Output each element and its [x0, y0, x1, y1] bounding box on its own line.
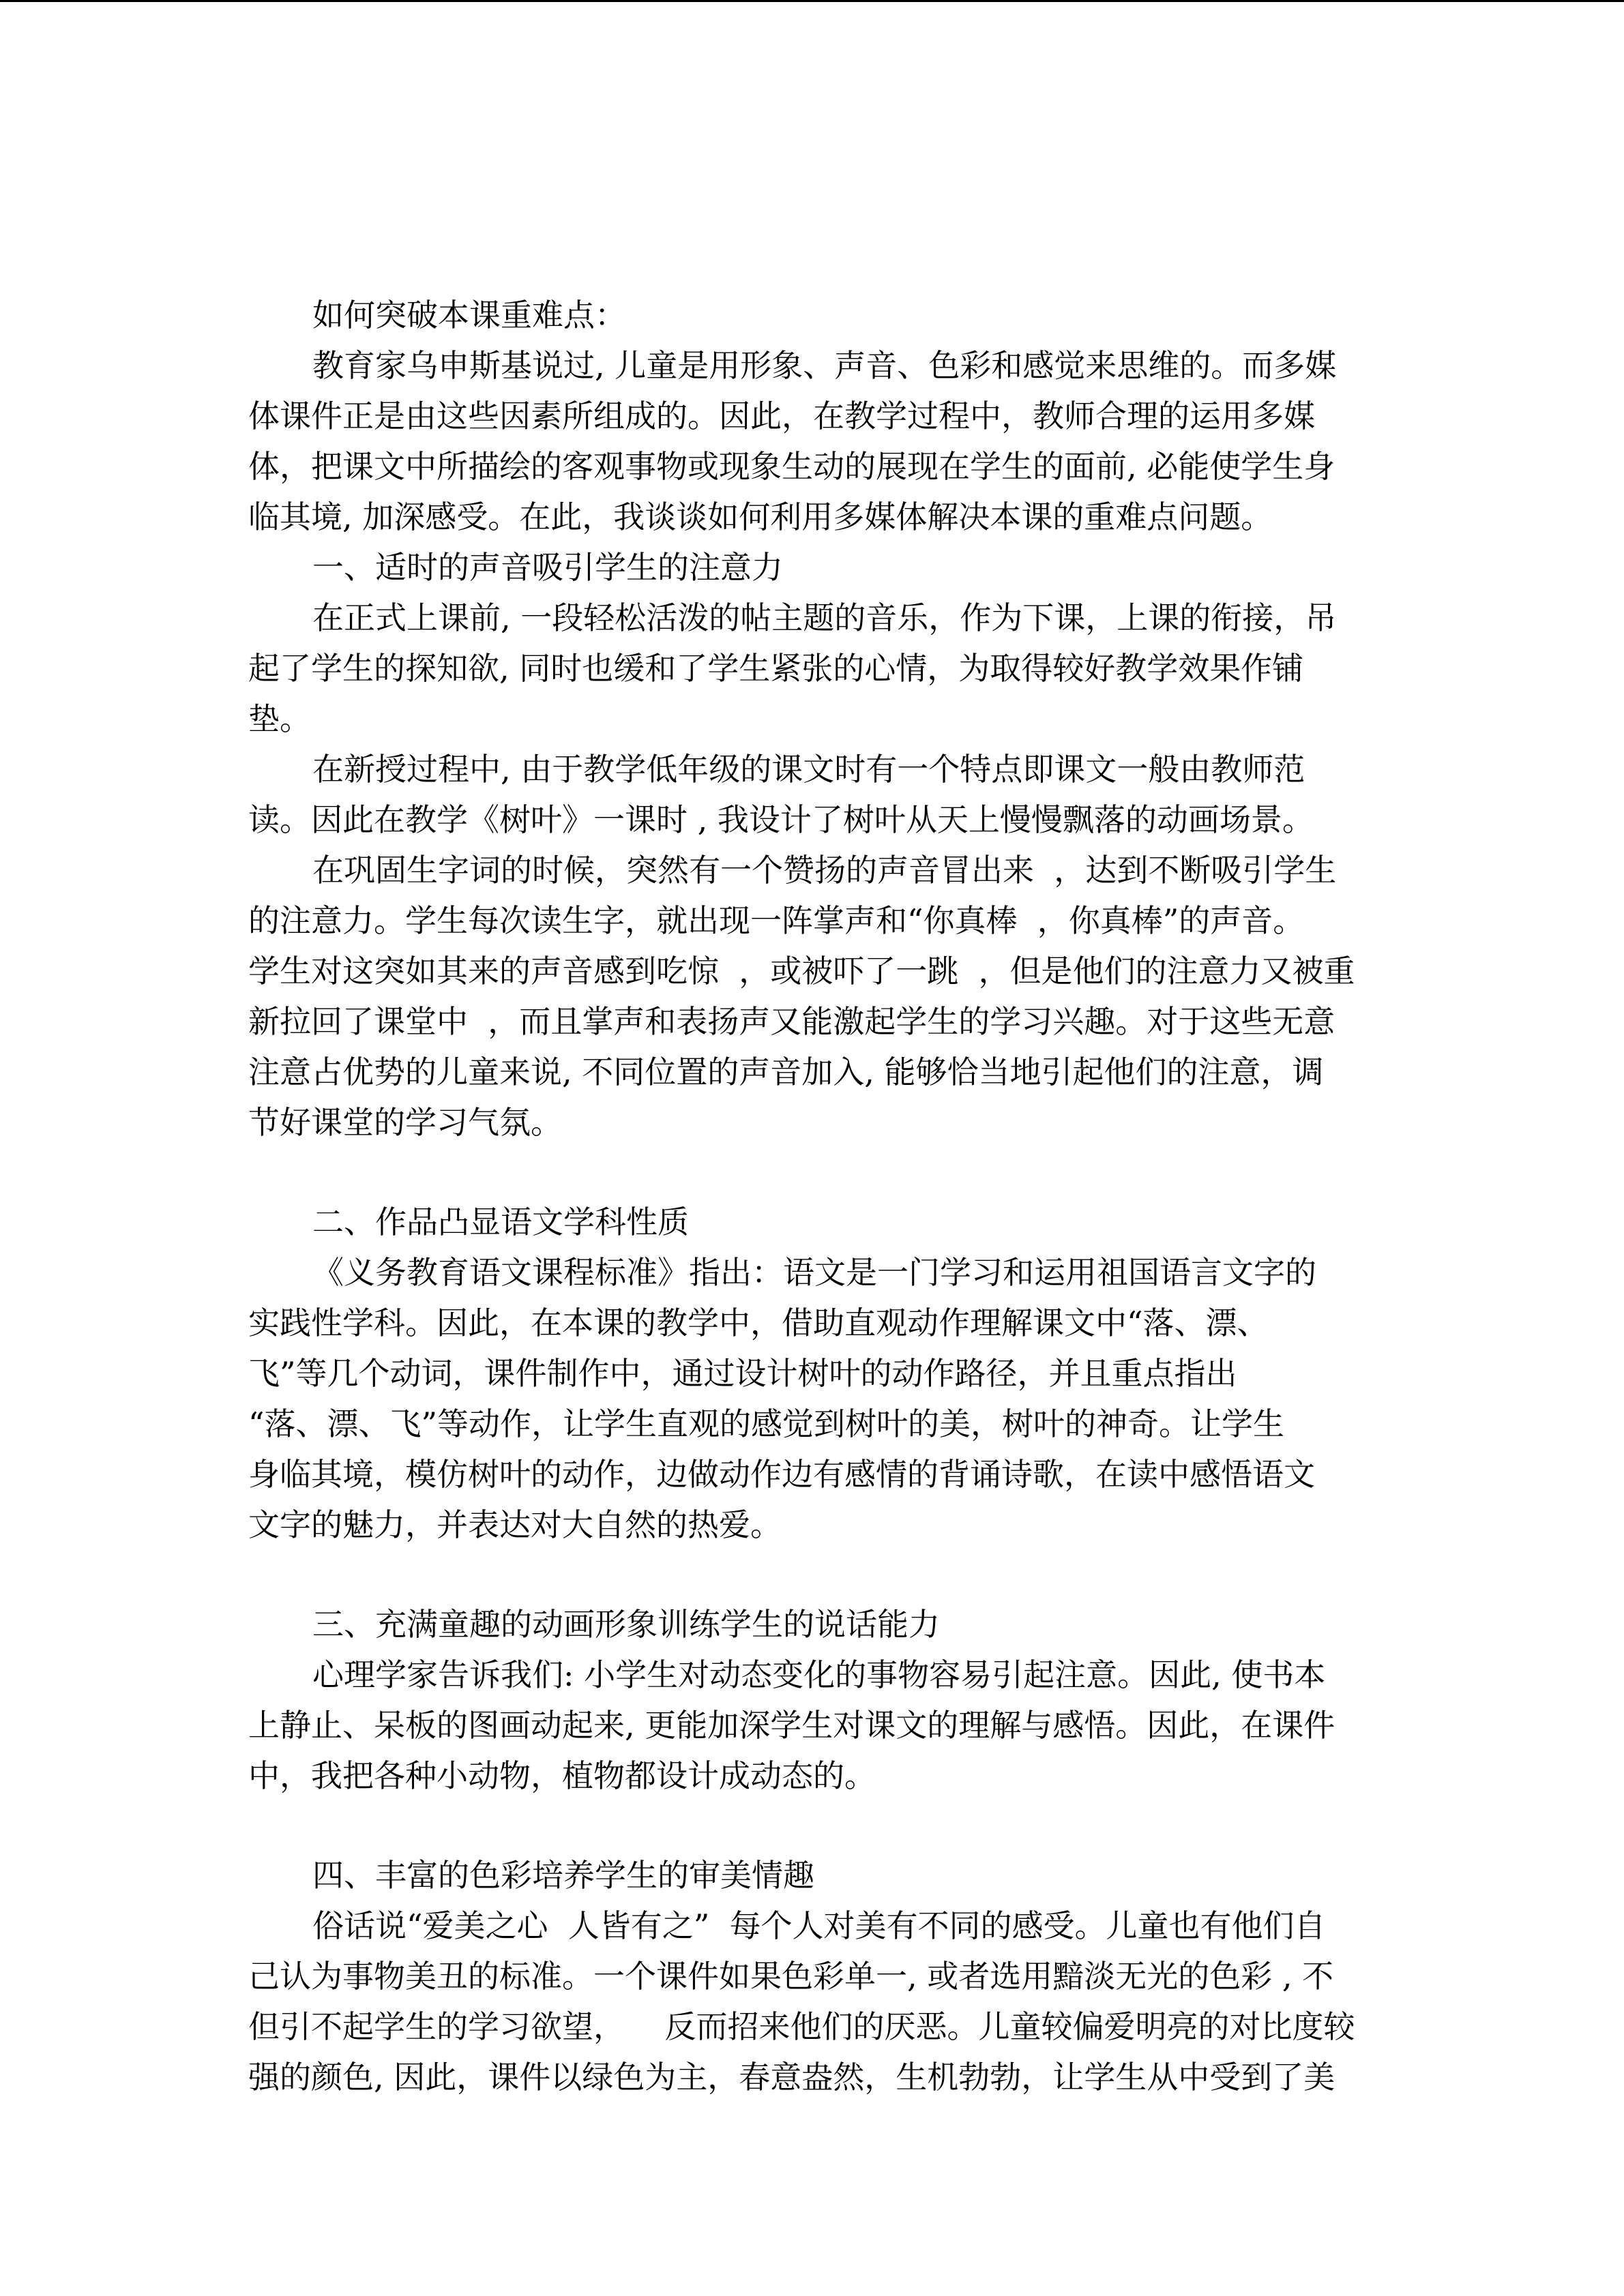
- paragraph-line: [248, 643, 1381, 694]
- paragraph-line: [248, 946, 1381, 996]
- paragraph-line: [248, 1700, 1381, 1750]
- intro-heading: [248, 290, 1381, 340]
- section-heading: [248, 1197, 1381, 1247]
- paragraph-line: [248, 1500, 1381, 1550]
- heading-text: 二、作品凸显语文学科性质: [312, 1204, 689, 1240]
- line-text: 新拉回了课堂中 ，而且掌声和表扬声又能激起学生的学习兴趣。对于这些无意: [248, 1003, 1335, 1040]
- line-text: 俗话说“爱美之心 人皆有之” 每个人对美有不同的感受。儿童也有他们自: [312, 1907, 1326, 1944]
- paragraph-line: [248, 845, 1381, 895]
- page-top-border: [0, 0, 1624, 2]
- line-text: 实践性学科。因此，在本课的教学中，借助直观动作理解课文中“落、漂、: [248, 1304, 1269, 1341]
- paragraph-line: [248, 1900, 1381, 1951]
- paragraph-line: [248, 1247, 1381, 1298]
- line-text: 中，我把各种小动物，植物都设计成动态的。: [248, 1757, 876, 1794]
- line-text: 《义务教育语文课程标准》指出：语文是一门学习和运用祖国语言文字的: [312, 1254, 1316, 1291]
- line-text: 如何突破本课重难点：: [312, 297, 626, 333]
- paragraph-line: [248, 2052, 1381, 2102]
- line-text: 在正式上课前, 一段轻松活泼的帖主题的音乐，作为下课，上课的衔接，吊: [312, 599, 1337, 636]
- paragraph-line: [248, 1298, 1381, 1348]
- line-text: 临其境, 加深感受。在此，我谈谈如何利用多媒体解决本课的重难点问题。: [248, 498, 1273, 535]
- paragraph-line: [248, 1097, 1381, 1148]
- line-text: 在新授过程中, 由于教学低年级的课文时有一个特点即课文一般由教师范: [312, 751, 1305, 788]
- line-text: 强的颜色, 因此，课件以绿色为主，春意盎然，生机勃勃，让学生从中受到了美: [248, 2059, 1335, 2096]
- line-text: 起了学生的探知欲, 同时也缓和了学生紧张的心情，为取得较好教学效果作铺: [248, 650, 1304, 687]
- paragraph-line: [248, 694, 1381, 744]
- line-text: 读。因此在教学《树叶》一课时 , 我设计了树叶从天上慢慢飘落的动画场景。: [248, 801, 1314, 838]
- line-text: 上静止、呆板的图画动起来, 更能加深学生对课文的理解与感悟。因此，在课件: [248, 1707, 1335, 1744]
- line-text: 在巩固生字词的时候，突然有一个赞扬的声音冒出来 ，达到不断吸引学生: [312, 852, 1337, 889]
- paragraph-line: [248, 794, 1381, 845]
- line-text: 己认为事物美丑的标准。一个课件如果色彩单一, 或者选用黯淡无光的色彩 , 不: [248, 1958, 1334, 1995]
- paragraph-line: [248, 441, 1381, 492]
- line-text: 体，把课文中所描绘的客观事物或现象生动的展现在学生的面前, 必能使学生身: [248, 448, 1335, 485]
- document-body: [248, 290, 1381, 2102]
- line-text: 节好课堂的学习气氛。: [248, 1104, 562, 1141]
- paragraph-line: [248, 2001, 1381, 2052]
- paragraph-line: [248, 1449, 1381, 1500]
- line-text: 文字的魅力，并表达对大自然的热爱。: [248, 1506, 782, 1543]
- paragraph-line: [248, 1399, 1381, 1449]
- line-text: 飞”等几个动词，课件制作中，通过设计树叶的动作路径，并且重点指出: [248, 1355, 1237, 1392]
- paragraph-line: [248, 492, 1381, 542]
- paragraph-line: [248, 391, 1381, 441]
- line-text: 但引不起学生的学习欲望， 反而招来他们的厌恶。儿童较偏爱明亮的对比度较: [248, 2008, 1355, 2045]
- paragraph-line: [248, 1650, 1381, 1700]
- paragraph-line: [248, 340, 1381, 391]
- paragraph-line: [248, 1047, 1381, 1097]
- heading-text: 三、充满童趣的动画形象训练学生的说话能力: [312, 1606, 940, 1643]
- paragraph-line: [248, 895, 1381, 946]
- paragraph-line: [248, 744, 1381, 794]
- heading-text: 一、适时的声音吸引学生的注意力: [312, 549, 783, 586]
- paragraph-line: [248, 1348, 1381, 1399]
- heading-text: 四、丰富的色彩培养学生的审美情趣: [312, 1857, 814, 1894]
- section-heading: [248, 1599, 1381, 1650]
- line-text: 的注意力。学生每次读生字，就出现一阵掌声和“你真棒 ，你真棒”的声音。: [248, 902, 1305, 939]
- paragraph-line: [248, 1750, 1381, 1801]
- line-text: 教育家乌申斯基说过, 儿童是用形象、声音、色彩和感觉来思维的。而多媒: [312, 347, 1337, 384]
- section-heading: [248, 542, 1381, 593]
- line-text: 身临其境，模仿树叶的动作，边做动作边有感情的背诵诗歌，在读中感悟语文: [248, 1456, 1315, 1493]
- line-text: 学生对这突如其来的声音感到吃惊 ，或被吓了一跳 ，但是他们的注意力又被重: [248, 953, 1355, 989]
- section-heading: [248, 1850, 1381, 1900]
- paragraph-line: [248, 1951, 1381, 2001]
- paragraph-line: [248, 593, 1381, 643]
- line-text: 注意占优势的儿童来说, 不同位置的声音加入, 能够恰当地引起他们的注意，调: [248, 1054, 1324, 1090]
- line-text: 心理学家告诉我们: 小学生对动态变化的事物容易引起注意。因此, 使书本: [312, 1656, 1326, 1693]
- line-text: 垫。: [248, 700, 311, 737]
- line-text: “落、漂、飞”等动作，让学生直观的感觉到树叶的美，树叶的神奇。让学生: [248, 1405, 1285, 1442]
- line-text: 体课件正是由这些因素所组成的。因此，在教学过程中，教师合理的运用多媒: [248, 398, 1315, 434]
- paragraph-line: [248, 996, 1381, 1047]
